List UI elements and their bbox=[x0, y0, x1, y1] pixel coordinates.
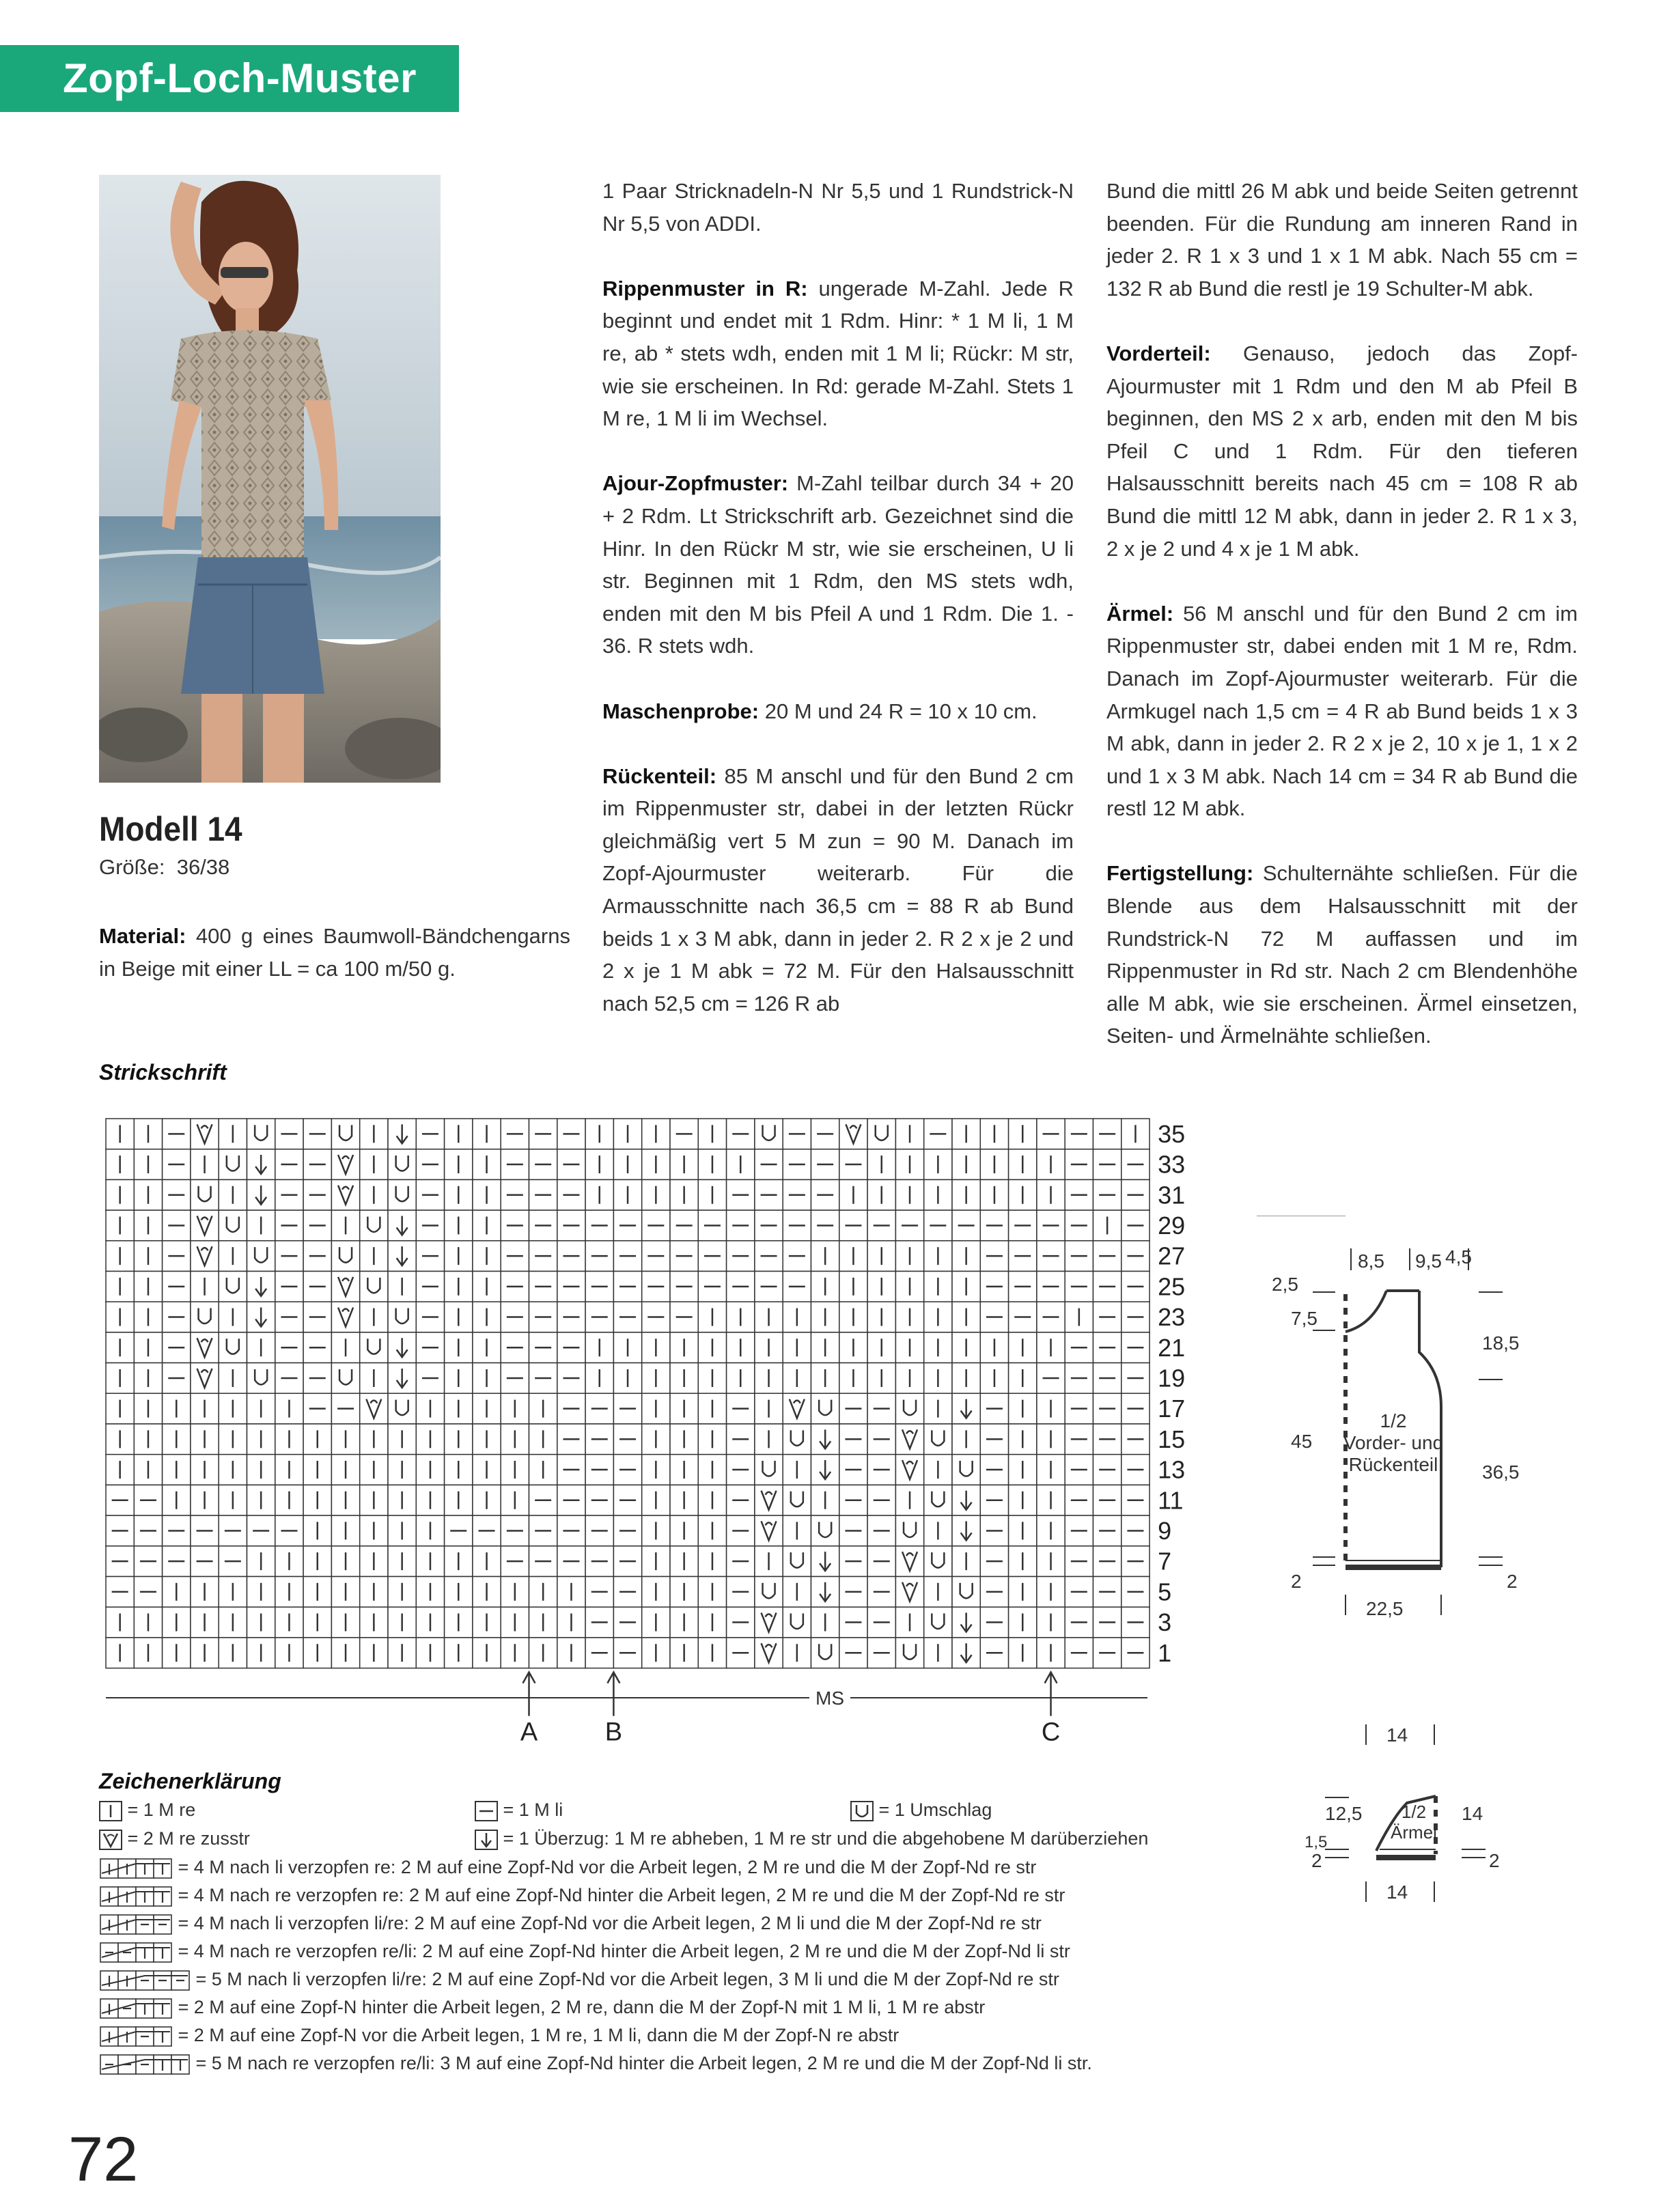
sleeve-measure-left-1: 12,5 bbox=[1325, 1803, 1363, 1824]
back-label: Rückenteil: bbox=[602, 764, 717, 788]
model-photo bbox=[99, 175, 441, 783]
legend-skpo bbox=[475, 1826, 1148, 1851]
measure-right-1: 18,5 bbox=[1482, 1332, 1520, 1354]
chart-arrow-label: B bbox=[604, 1718, 623, 1747]
size-value: 36/38 bbox=[176, 855, 230, 879]
back-text: 85 M anschl und für den Bund 2 cm im Rippenmuster str, dabei in der letzten Rückr gleichmäßig vert 5 M zun = 90 M. Danach im Zopf-Ajourmuster weiterarb. Für die Armausschnitte nach 36,5 cm = 88 R ab Bund beids 1 x 3 M abk, dann in jeder 2. R 2 x je 2 und 2 x je 1 M abk = 72 M. Für den Halsausschnitt nach 52,5 cm = 126 R ab bbox=[602, 764, 1074, 1016]
rib-label: Rippenmuster in R: bbox=[602, 276, 808, 300]
legend-cable-row bbox=[99, 1939, 1070, 1963]
measure-left-4: 2 bbox=[1291, 1571, 1302, 1592]
chart-cells bbox=[106, 1119, 1149, 1668]
legend-yo-text: = 1 Umschlag bbox=[878, 1800, 992, 1820]
chart-cell bbox=[219, 1210, 247, 1241]
sleeve-measure-left-3: 2 bbox=[1311, 1850, 1322, 1871]
chart-cell bbox=[867, 1119, 895, 1149]
chart-cell bbox=[783, 1485, 811, 1515]
chart-row-number: 7 bbox=[1158, 1547, 1172, 1576]
chart-arrow-label: A bbox=[520, 1718, 538, 1747]
chart-cell bbox=[755, 1577, 783, 1608]
sleeve-text: 56 M anschl und für den Bund 2 cm im Rippenmuster str, dabei enden mit 1 M re, Rdm. Danach im Zopf-Ajourmuster weiterarb. Für die Armkugel nach 1,5 cm = 4 R ab Bund beids 1 x 3 M abk, dann in jeder 2. R 2 x je 2, 10 x je 1, 1 x 2 und 1 x 3 M abk. Nach 14 cm = 34 R ab Bund die restl 12 M abk. bbox=[1106, 601, 1578, 821]
body-label-3: Rückenteil bbox=[1348, 1454, 1438, 1475]
legend-k2tog-text: = 2 M re zusstr bbox=[127, 1828, 250, 1849]
chart-cell bbox=[783, 1546, 811, 1577]
legend-cable-text: = 4 M nach re verzopfen re/li: 2 M auf eine Zopf-Nd hinter die Arbeit legen, 2 M re und die M der Zopf-Nd li str bbox=[178, 1941, 1070, 1961]
chart-row-number: 19 bbox=[1158, 1364, 1186, 1392]
chart-cell bbox=[360, 1272, 388, 1302]
legend-purl bbox=[475, 1797, 563, 1822]
legend-purl-text: = 1 M li bbox=[503, 1800, 563, 1820]
chart-cell bbox=[755, 1455, 783, 1485]
chart-cell bbox=[895, 1515, 923, 1546]
material-text: 400 g eines Baumwoll-Bändchengarns in Beige mit einer LL = ca 100 m/50 g. bbox=[99, 924, 570, 981]
legend-skpo-text: = 1 Überzug: 1 M re abheben, 1 M re str und die abgehobene M darüberziehen bbox=[503, 1828, 1149, 1849]
measure-left-3: 45 bbox=[1291, 1431, 1313, 1452]
cable-label: Ajour-Zopfmuster: bbox=[602, 471, 789, 496]
chart-cell bbox=[783, 1424, 811, 1455]
chart-row-numbers bbox=[1158, 1120, 1185, 1667]
finish-text: Schulternähte schließen. Für die Blende aus dem Halsausschnitt mit der Rundstrick-N 72 M auffassen und im Rippenmuster in Rd str. Nach 2 cm Blendenhöhe alle M abk, wie sie erscheinen. Ärmel einsetzen, Seiten- und Ärmelnähte schließen. bbox=[1106, 861, 1578, 1048]
chart-arrow bbox=[523, 1672, 535, 1716]
chart-cell bbox=[952, 1577, 980, 1608]
chart-cell bbox=[388, 1149, 416, 1180]
legend-cable-text: = 5 M nach li verzopfen li/re: 2 M auf eine Zopf-Nd vor die Arbeit legen, 3 M li und die M der Zopf-Nd re str bbox=[195, 1969, 1059, 1989]
sleeve-measure-right-1: 14 bbox=[1462, 1803, 1483, 1824]
chart-row-number: 11 bbox=[1158, 1486, 1184, 1515]
sleeve-measure-bottom: 14 bbox=[1386, 1881, 1408, 1903]
chart-row-number: 23 bbox=[1158, 1303, 1186, 1332]
chart-cell bbox=[388, 1302, 416, 1332]
instructions-column-3 bbox=[1106, 175, 1578, 1052]
legend-cable-row bbox=[99, 1911, 1042, 1935]
finish-label: Fertigstellung: bbox=[1106, 861, 1254, 886]
sleeve-measure-right-2: 2 bbox=[1489, 1850, 1500, 1871]
chart-cell bbox=[895, 1393, 923, 1424]
chart-cell bbox=[360, 1210, 388, 1241]
section-banner bbox=[0, 45, 459, 112]
legend-knit-text: = 1 M re bbox=[127, 1800, 196, 1820]
measure-top-1: 8,5 bbox=[1358, 1250, 1384, 1272]
measure-top-2: 9,5 bbox=[1415, 1250, 1442, 1272]
measure-left-2: 7,5 bbox=[1291, 1308, 1318, 1329]
chart-row-number: 31 bbox=[1158, 1181, 1186, 1209]
legend-cable-row bbox=[99, 2023, 899, 2047]
rib-text: ungerade M-Zahl. Jede R beginnt und endet mit 1 Rdm. Hinr: * 1 M li, 1 M re, ab * stets wdh, enden mit 1 M li; Rückr: M str, wie sie erscheinen. In Rd: gerade M-Zahl. Stets 1 M re, 1 M li im Wechsel. bbox=[602, 276, 1074, 431]
chart-cell bbox=[924, 1607, 952, 1638]
chart-cell bbox=[247, 1363, 275, 1394]
measure-top-3: 4,5 bbox=[1445, 1246, 1472, 1268]
size-line bbox=[99, 855, 229, 880]
chart-cell bbox=[811, 1393, 839, 1424]
legend-knit bbox=[99, 1797, 195, 1822]
legend-cable-row bbox=[99, 1967, 1059, 1991]
legend-cable-text: = 4 M nach li verzopfen li/re: 2 M auf eine Zopf-Nd vor die Arbeit legen, 2 M li und die M der Zopf-Nd re str bbox=[178, 1913, 1042, 1933]
cable-text: M-Zahl teilbar durch 34 + 20 + 2 Rdm. Lt Strickschrift arb. Gezeichnet sind die Hinr. In den Rückr M str, wie sie erscheinen, U li str. Beginnen mit 1 Rdm, den MS stets wdh, enden mit den M bis Pfeil A und 1 Rdm. Die 1. - 36. R stets wdh. bbox=[602, 471, 1074, 658]
chart-cell bbox=[247, 1119, 275, 1149]
page-number: 72 bbox=[68, 2125, 139, 2194]
chart-cell bbox=[811, 1515, 839, 1546]
gauge-text: 20 M und 24 R = 10 x 10 cm. bbox=[764, 699, 1037, 723]
chart-row-number: 3 bbox=[1158, 1608, 1172, 1637]
measure-bottom: 22,5 bbox=[1366, 1598, 1404, 1619]
chart-row-number: 27 bbox=[1158, 1242, 1186, 1270]
legend-cable-text: = 2 M auf eine Zopf-N vor die Arbeit legen, 1 M re, 1 M li, dann die M der Zopf-N re abstr bbox=[178, 2025, 900, 2045]
schematics bbox=[1257, 1216, 1571, 1926]
size-label: Größe: bbox=[99, 855, 165, 879]
chart-row-number: 15 bbox=[1158, 1425, 1186, 1453]
chart-cell bbox=[219, 1149, 247, 1180]
chart-cell bbox=[191, 1179, 219, 1210]
model-title: Modell 14 bbox=[99, 810, 242, 848]
instructions-column-2 bbox=[602, 175, 1074, 1020]
legend-cable-row bbox=[99, 1995, 985, 2019]
legend-yo bbox=[850, 1797, 992, 1822]
legend-cable-row bbox=[99, 1855, 1036, 1879]
sleeve-label-2: Ärmel bbox=[1391, 1822, 1437, 1843]
legend-cable-row bbox=[99, 1883, 1065, 1907]
chart-cell bbox=[952, 1455, 980, 1485]
chart-cell bbox=[331, 1363, 359, 1394]
chart-cell bbox=[895, 1638, 923, 1668]
repeat-label: MS bbox=[815, 1688, 844, 1709]
body-label-1: 1/2 bbox=[1380, 1410, 1407, 1431]
chart-row-number: 35 bbox=[1158, 1119, 1186, 1148]
chart-cell bbox=[331, 1119, 359, 1149]
material-column bbox=[99, 920, 570, 1018]
legend-cable-text: = 4 M nach re verzopfen re: 2 M auf eine Zopf-Nd hinter die Arbeit legen, 2 M re und die M der Zopf-Nd re str bbox=[178, 1885, 1065, 1905]
material-label: Material: bbox=[99, 924, 186, 948]
measure-right-2: 36,5 bbox=[1482, 1461, 1520, 1483]
sleeve-measure-top: 14 bbox=[1386, 1724, 1408, 1746]
knitting-chart bbox=[99, 1112, 1219, 1747]
needles-text: 1 Paar Stricknadeln-N Nr 5,5 und 1 Rundstrick-N Nr 5,5 von ADDI. bbox=[602, 179, 1074, 236]
chart-cell bbox=[924, 1424, 952, 1455]
chart-row-number: 13 bbox=[1158, 1455, 1186, 1484]
chart-cell bbox=[924, 1485, 952, 1515]
legend-cable-row bbox=[99, 2051, 1092, 2075]
chart-heading: Strickschrift bbox=[99, 1060, 227, 1084]
chart-arrow bbox=[1045, 1672, 1057, 1716]
legend-k2tog bbox=[99, 1826, 250, 1851]
legend-heading: Zeichenerklärung bbox=[99, 1769, 281, 1793]
measure-right-3: 2 bbox=[1507, 1571, 1518, 1592]
sleeve-measure-left-2: 1,5 bbox=[1305, 1833, 1328, 1851]
chart-arrows bbox=[520, 1672, 1060, 1747]
chart-row-number: 17 bbox=[1158, 1395, 1186, 1423]
legend-cable-text: = 2 M auf eine Zopf-N hinter die Arbeit legen, 2 M re, dann die M der Zopf-N mit 1 M li, 1 M re abstr bbox=[178, 1997, 986, 2017]
chart-row-number: 25 bbox=[1158, 1272, 1186, 1301]
measure-left-1: 2,5 bbox=[1272, 1274, 1298, 1295]
chart-cell bbox=[755, 1119, 783, 1149]
front-label: Vorderteil: bbox=[1106, 341, 1211, 365]
chart-cell bbox=[783, 1607, 811, 1638]
chart-cell bbox=[331, 1241, 359, 1272]
front-text: Genauso, jedoch das Zopf-Ajourmuster mit 1 Rdm und den M ab Pfeil B beginnen, den MS 2 x arb, enden mit den M bis Pfeil C und 1 Rdm. Für den tieferen Halsausschnitt bereits nach 45 cm = 108 R ab Bund die mittl 12 M abk, dann in jeder 2. R 1 x 3, 2 x je 2 und 4 x je 1 M abk. bbox=[1106, 341, 1578, 561]
chart-cell bbox=[388, 1393, 416, 1424]
chart-row-number: 9 bbox=[1158, 1516, 1172, 1545]
back-cont-text: Bund die mittl 26 M abk und beide Seiten getrennt beenden. Für die Rundung am inneren Rand in jeder 2. R 1 x 3 und 1 x 1 M abk. Nach 55 cm = 132 R ab Bund die restl je 19 Schulter-M abk. bbox=[1106, 179, 1578, 300]
chart-row-number: 21 bbox=[1158, 1333, 1186, 1362]
sleeve-label-1: 1/2 bbox=[1401, 1802, 1427, 1822]
body-schematic bbox=[1257, 1216, 1444, 1567]
repeat-indicator bbox=[106, 1684, 1147, 1711]
chart-row-number: 33 bbox=[1158, 1150, 1186, 1179]
chart-row-number: 1 bbox=[1158, 1638, 1172, 1667]
gauge-label: Maschenprobe: bbox=[602, 699, 759, 723]
chart-arrow bbox=[607, 1672, 619, 1716]
chart-cell bbox=[388, 1179, 416, 1210]
chart-cell bbox=[191, 1302, 219, 1332]
chart-cell bbox=[924, 1546, 952, 1577]
chart-row-number: 29 bbox=[1158, 1211, 1186, 1240]
legend-cable-text: = 5 M nach re verzopfen re/li: 3 M auf eine Zopf-Nd hinter die Arbeit legen, 2 M re und die M der Zopf-Nd li str. bbox=[195, 2053, 1092, 2073]
chart-cell bbox=[219, 1272, 247, 1302]
sleeve-label: Ärmel: bbox=[1106, 601, 1174, 626]
chart-arrow-label: C bbox=[1041, 1718, 1061, 1747]
chart-row-number: 5 bbox=[1158, 1578, 1172, 1606]
chart-cell bbox=[247, 1241, 275, 1272]
legend-cable-text: = 4 M nach li verzopfen re: 2 M auf eine Zopf-Nd vor die Arbeit legen, 2 M re und die M der Zopf-Nd re str bbox=[178, 1857, 1037, 1877]
section-title: Zopf-Loch-Muster bbox=[63, 55, 417, 101]
chart-cell bbox=[219, 1332, 247, 1363]
body-label-2: Vorder- und bbox=[1343, 1432, 1444, 1453]
chart-cell bbox=[360, 1332, 388, 1363]
chart-cell bbox=[811, 1638, 839, 1668]
